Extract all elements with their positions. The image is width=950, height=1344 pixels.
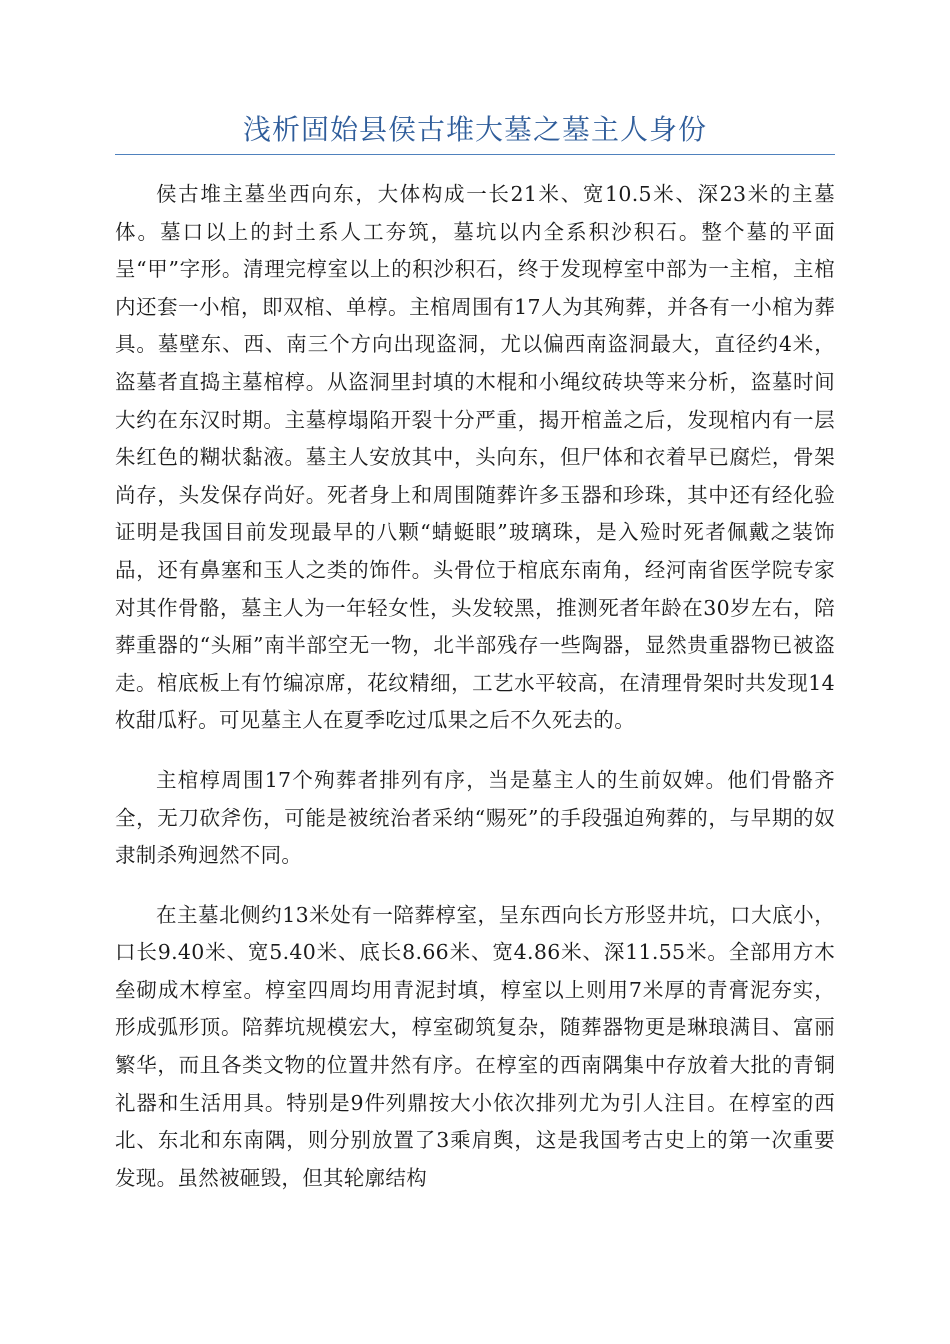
paragraph-3: 在主墓北侧约13米处有一陪葬椁室，呈东西向长方形竖井坑，口大底小，口长9.40米、宽5.40米、底长8.66米、宽4.86米、深11.55米。全部用方木垒砌成木椁室。椁室四周均用青泥封填，椁室以上则用7米厚的青膏泥夯实，形成弧形顶。陪葬坑规模宏大，椁室砌筑复杂，随葬器物更是琳琅满目、富丽繁华，而且各类文物的位置井然有序。在椁室的西南隅集中存放着大批的青铜礼器和生活用具。特别是9件列鼎按大小依次排列尤为引人注目。在椁室的西北、东北和东南隅，则分别放置了3乘肩舆，这是我国考古史上的第一次重要发现。虽然被砸毁，但其轮廓结构 bbox=[115, 902, 835, 1190]
article-body bbox=[115, 176, 835, 1219]
paragraph-2: 主棺椁周围17个殉葬者排列有序，当是墓主人的生前奴婢。他们骨骼齐全，无刀砍斧伤，可能是被统治者采纳“赐死”的手段强迫殉葬的，与早期的奴隶制杀殉迥然不同。 bbox=[115, 767, 835, 868]
page-title: 浅析固始县侯古堆大墓之墓主人身份 bbox=[242, 113, 707, 146]
paragraph-1: 侯古堆主墓坐西向东，大体构成一长21米、宽10.5米、深23米的主墓体。墓口以上的封土系人工夯筑，墓坑以内全系积沙积石。整个墓的平面呈“甲”字形。清理完椁室以上的积沙积石，终于发现椁室中部为一主棺，主棺内还套一小棺，即双棺、单椁。主棺周围有17人为其殉葬，并各有一小棺为葬具。墓壁东、西、南三个方向出现盗洞，尤以偏西南盗洞最大，直径约4米，盗墓者直捣主墓棺椁。从盗洞里封填的木棍和小绳纹砖块等来分析，盗墓时间大约在东汉时期。主墓椁塌陷开裂十分严重，揭开棺盖之后，发现棺内有一层朱红色的糊状黏液。墓主人安放其中，头向东，但尸体和衣着早已腐烂，骨架尚存，头发保存尚好。死者身上和周围随葬许多玉器和珍珠，其中还有经化验证明是我国目前发现最早的八颗“蜻蜓眼”玻璃珠，是入殓时死者佩戴之装饰品，还有鼻塞和玉人之类的饰件。头骨位于棺底东南角，经河南省医学院专家对其作骨骼，墓主人为一年轻女性，头发较黑，推测死者年龄在30岁左右，陪葬重器的“头厢”南半部空无一物，北半部残存一些陶器，显然贵重器物已被盗走。棺底板上有竹编凉席，花纹精细，工艺水平较高，在清理骨架时共发现14枚甜瓜籽。可见墓主人在夏季吃过瓜果之后不久死去的。 bbox=[115, 182, 835, 733]
title-block bbox=[115, 110, 835, 155]
